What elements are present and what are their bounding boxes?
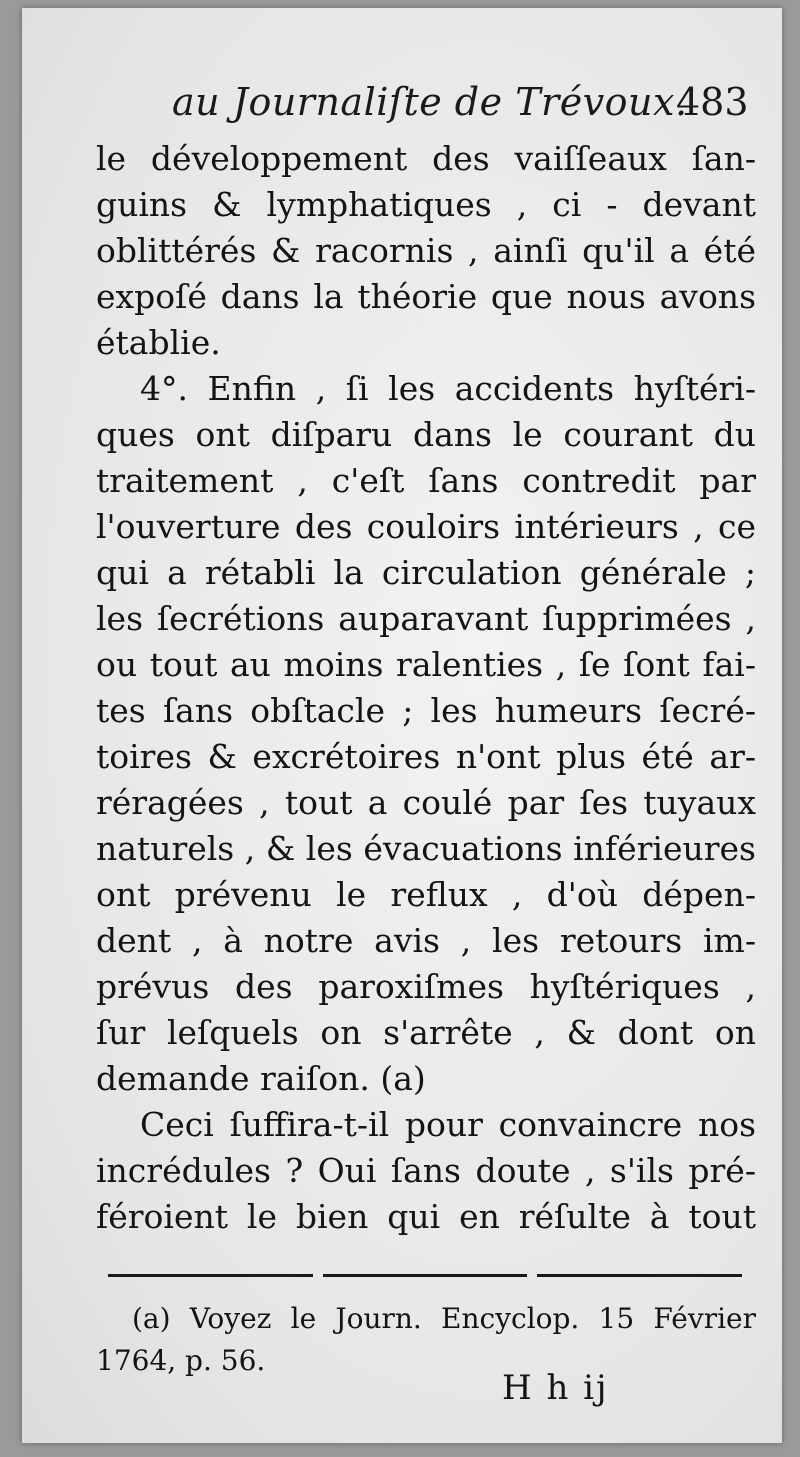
text-line: établie. xyxy=(96,323,221,362)
page-number: 483 xyxy=(676,80,749,124)
text-line: dent , à notre avis , les retours im- xyxy=(96,921,756,960)
book-page xyxy=(22,8,782,1443)
running-title: au Journaliſte de Trévoux. xyxy=(172,80,688,124)
body-text xyxy=(96,136,756,1240)
text-line: guins & lymphatiques , ci - devant xyxy=(96,185,756,224)
footnote xyxy=(96,1298,756,1382)
footnote-line: (a) Voyez le Journ. Encyclop. 15 Février xyxy=(132,1302,756,1335)
separator-rule xyxy=(537,1274,742,1277)
text-line: toires & excrétoires n'ont plus été ar- xyxy=(96,737,756,776)
text-line: réragées , tout a coulé par ſes tuyaux xyxy=(96,783,756,822)
text-line: prévus des paroxiſmes hyſtériques , xyxy=(96,967,756,1006)
text-line: ont prévenu le reflux , d'où dépen- xyxy=(96,875,756,914)
text-line: Ceci ſuffira-t-il pour convaincre nos xyxy=(140,1105,756,1144)
text-line: les ſecrétions auparavant ſupprimées , xyxy=(96,599,756,638)
footnote-separator xyxy=(108,1274,742,1278)
text-line: demande raiſon. (a) xyxy=(96,1059,426,1098)
text-line: incrédules ? Oui ſans doute , s'ils pré- xyxy=(96,1151,756,1190)
separator-rule xyxy=(323,1274,528,1277)
text-line: qui a rétabli la circulation générale ; xyxy=(96,553,756,592)
text-line: expoſé dans la théorie que nous avons xyxy=(96,277,756,316)
text-line: le développement des vaiſſeaux ſan- xyxy=(96,139,756,178)
text-line: l'ouverture des couloirs intérieurs , ce xyxy=(96,507,756,546)
text-line: ou tout au moins ralenties , ſe ſont fai- xyxy=(96,645,756,684)
footnote-line: 1764, p. 56. xyxy=(96,1344,266,1377)
text-line: traitement , c'eſt ſans contredit par xyxy=(96,461,756,500)
text-line: 4°. Enfin , ſi les accidents hyſtéri- xyxy=(140,369,756,408)
text-line: tes ſans obſtacle ; les humeurs ſecré- xyxy=(96,691,756,730)
text-line: féroient le bien qui en réſulte à tout xyxy=(96,1197,756,1236)
text-line: naturels , & les évacuations inférieures xyxy=(96,829,756,868)
text-line: ques ont diſparu dans le courant du xyxy=(96,415,756,454)
signature-mark: H h ij xyxy=(502,1368,609,1408)
text-line: ſur leſquels on s'arrête , & dont on xyxy=(96,1013,756,1052)
text-line: oblittérés & racornis , ainſi qu'il a été xyxy=(96,231,756,270)
separator-rule xyxy=(108,1274,313,1277)
